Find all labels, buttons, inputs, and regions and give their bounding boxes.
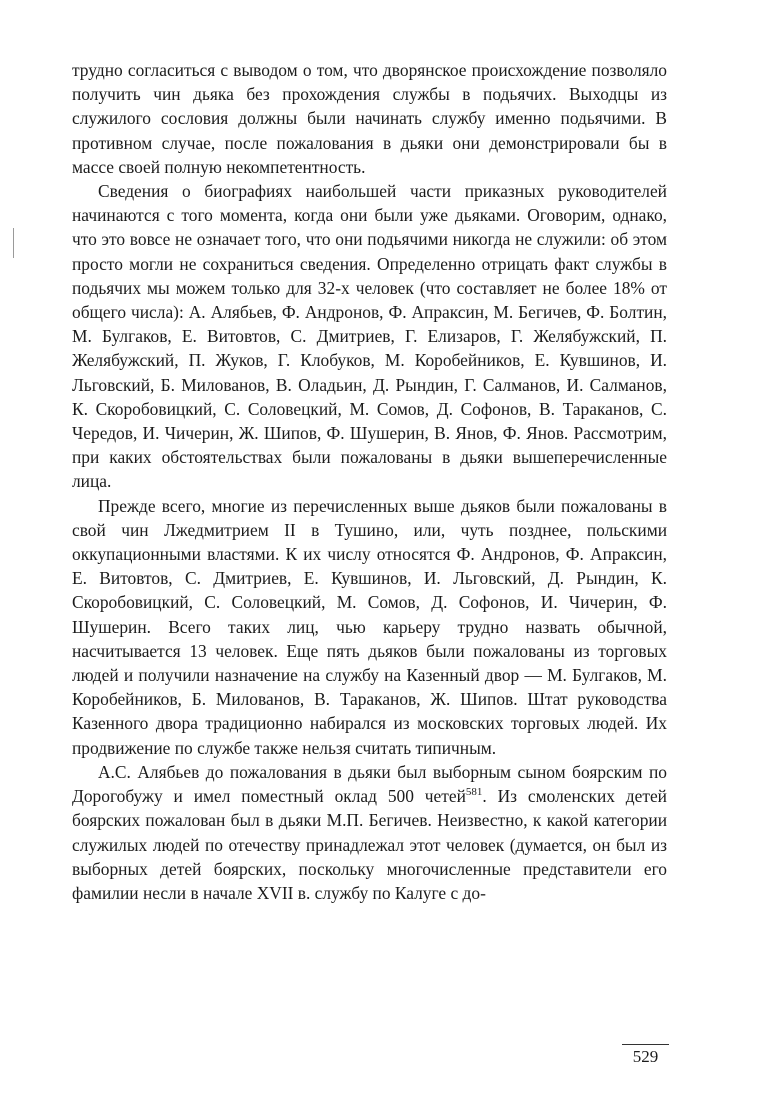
margin-mark: [13, 228, 14, 258]
paragraph-4: А.С. Алябьев до пожалования в дьяки был выборным сыном боярским по Дорогобужу и имел поместный оклад 500 четей$^{581}$. Из смоленских детей боярских пожалован был в дьяки М.П. Бегичев. Неизвестно, к какой категории служилых людей по отечеству принадлежал этот человек (думается, он был из выборных детей боярских, поскольку многочисленные представители его фамилии несли в начале XVII в. службу по Калуге с до-: [72, 761, 667, 903]
footer-rule: [622, 1044, 669, 1045]
footnote-ref: 581: [465, 786, 483, 799]
paragraph-4-text: А.С. Алябьев до пожалования в дьяки был выборным сыном боярским по Дорогобужу и имел поместный оклад 500 четей: [72, 761, 667, 807]
page-number: 529: [632, 1047, 659, 1066]
paragraph-4-cont: Из смоленских детей боярских пожалован был в дьяки М.П. Бегичев. Неизвестно, к какой категории служилых людей по отечеству принадлежал этот человек (думается, он был из выборных детей боярских, поскольку многочисленные представители его фамилии несли в начале XVII в. службу по Калуге с до-: [72, 786, 667, 903]
paragraph-1: трудно согласиться с выводом о том, что дворянское происхождение позволяло получить чин дьяка без прохождения службы в подьячих. Выходцы из служилого сословия должны были начинать службу именно подьячими. В противном случае, после пожалования в дьяки они демонстрировали бы в массе своей полную некомпетентность.: [72, 60, 667, 177]
paragraph-3: Прежде всего, многие из перечисленных выше дьяков были пожалованы в свой чин Лжедмитрием II в Тушино, или, чуть позднее, польскими оккупационными властями. К их числу относятся Ф. Андронов, Ф. Апраксин, Е. Витовтов, С. Дмитриев, Е. Кувшинов, И. Льговский, Д. Рындин, К. Скоробовицкий, С. Соловецкий, М. Сомов, Д. Софонов, И. Чичерин, Ф. Шушерин. Всего таких лиц, чью карьеру трудно назвать обычной, насчитывается 13 человек. Еще пять дьяков были пожалованы из торговых людей и получили назначение на службу на Казенный двор — М. Булгаков, М. Коробейников, Б. Милованов, В. Тараканов, Ж. Шипов. Штат руководства Казенного двора традиционно набирался из московских торговых людей. Их продвижение по службе также нельзя считать типичным.: [72, 495, 667, 758]
page-body: [72, 58, 667, 905]
paragraph-2: Сведения о биографиях наибольшей части приказных руководителей начинаются с того момента, когда они были уже дьяками. Оговорим, однако, что это вовсе не означает того, что они подьячими никогда не служили: об этом просто могли не сохраниться сведения. Определенно отрицать факт службы в подьячих мы можем только для 32-х человек (что составляет не более 18% от общего числа): А. Алябьев, Ф. Андронов, Ф. Апраксин, М. Бегичев, Ф. Болтин, М. Булгаков, Е. Витовтов, С. Дмитриев, Г. Елизаров, Г. Желябужский, П. Желябужский, П. Жуков, Г. Клобуков, М. Коробейников, Е. Кувшинов, И. Льговский, Б. Милованов, В. Оладьин, Д. Рындин, Г. Салманов, И. Салманов, К. Скоробовицкий, С. Соловецкий, М. Сомов, Д. Софонов, В. Тараканов, С. Чередов, И. Чичерин, Ж. Шипов, Ф. Шушерин, В. Янов, Ф. Янов. Рассмотрим, при каких обстоятельствах были пожалованы в дьяки вышеперечисленные лица.: [72, 181, 667, 492]
